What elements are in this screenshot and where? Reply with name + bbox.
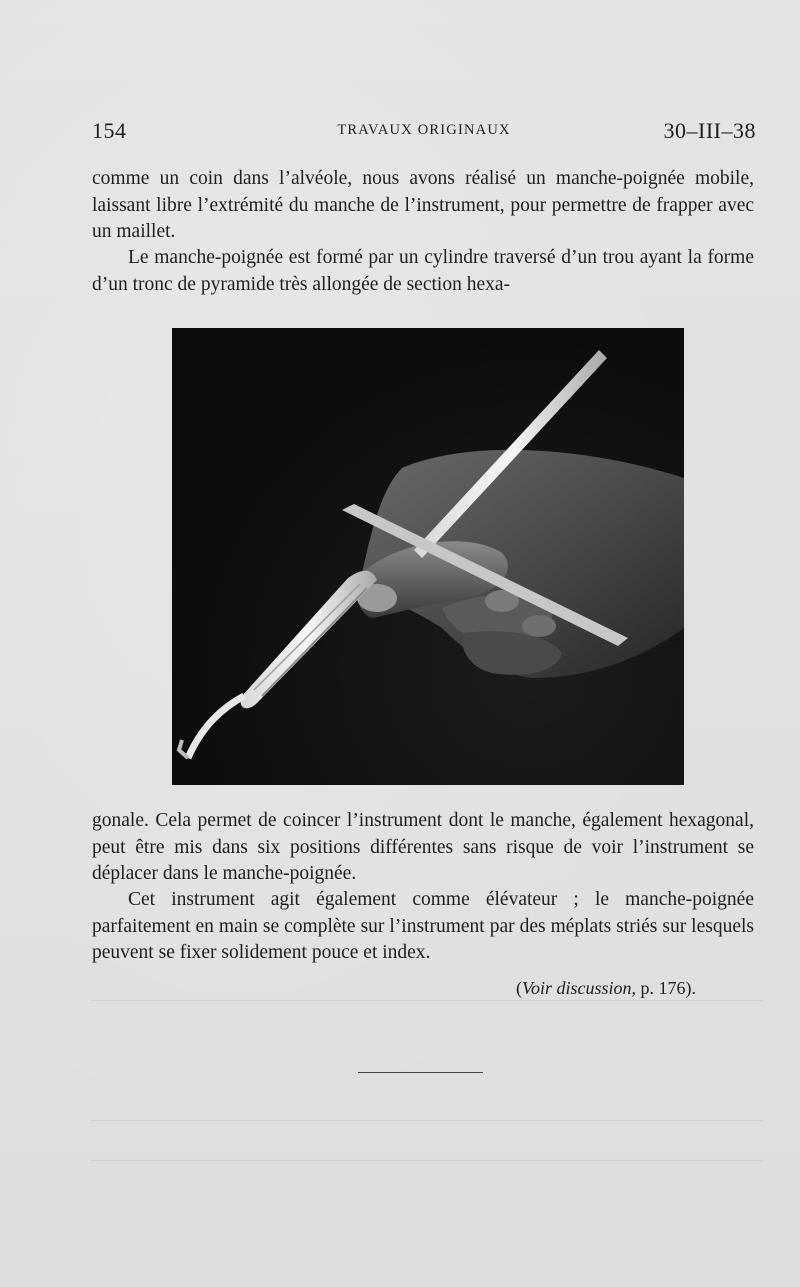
paragraph-3: gonale. Cela permet de coincer l’instrument dont le manche, également hexagonal, peut être mis dans six positions différentes sans risque de voir l’instrument se déplacer dans le manche-poignée. <box>92 810 754 884</box>
show-through-line <box>90 1000 762 1001</box>
reference-open-paren: ( <box>515 978 522 998</box>
page-header <box>92 118 756 148</box>
page-number: 154 <box>92 118 127 143</box>
instrument-photograph <box>172 328 684 785</box>
paragraph-2: Le manche-poignée est formé par un cylindre traversé d’un trou ayant la forme d’un tronc de pyramide très allongée de section hexa- <box>92 247 754 295</box>
discussion-reference <box>516 978 696 999</box>
section-end-rule <box>358 1072 483 1073</box>
reference-italic-text: Voir discussion, <box>521 978 636 998</box>
running-head: TRAVAUX ORIGINAUX <box>337 122 511 138</box>
show-through-line <box>90 1160 762 1161</box>
show-through-line <box>90 1120 762 1121</box>
header-date: 30–III–38 <box>663 118 756 143</box>
reference-page-text: p. 176). <box>636 978 696 998</box>
paragraph-1: comme un coin dans l’alvéole, nous avons réalisé un manche-poignée mobile, laissant libre l’extrémité du manche de l’instrument, pour permettre de frapper avec un maillet. <box>92 168 754 242</box>
hand-holding-instrument-photo-icon <box>172 328 684 785</box>
paragraph-4: Cet instrument agit également comme élévateur ; le manche-poignée parfaitement en main se complète sur l’instrument par des méplats striés sur lesquels peuvent se fixer solidement pouce et index. <box>92 889 754 963</box>
